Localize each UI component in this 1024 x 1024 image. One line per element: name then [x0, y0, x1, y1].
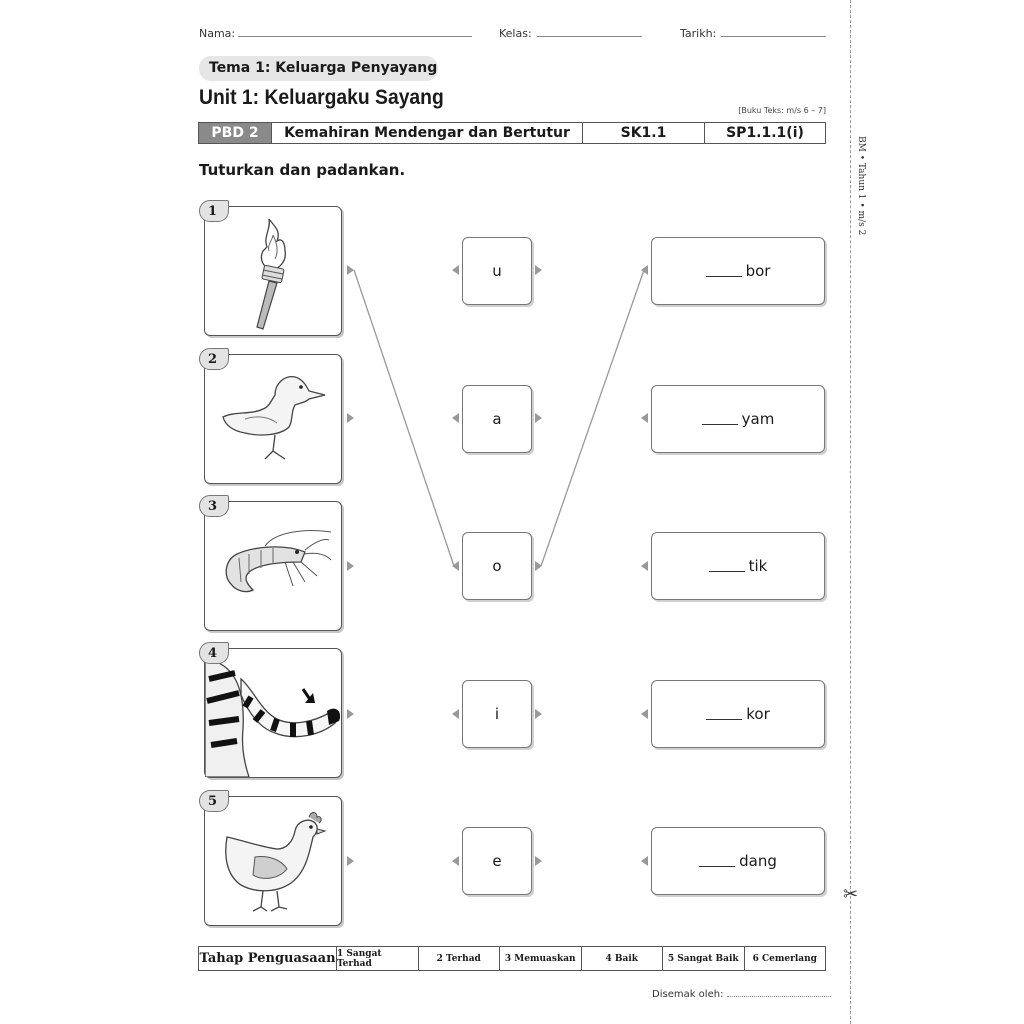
line-1-to-o	[354, 270, 454, 566]
connector-vowel-right-5[interactable]	[535, 856, 542, 866]
tarikh-label: Tarikh:	[680, 27, 717, 40]
word-suffix: bor	[745, 262, 771, 280]
number-tag-4: 4	[199, 642, 229, 664]
pbd-badge: PBD 2	[199, 123, 271, 143]
word-suffix: dang	[739, 852, 777, 870]
number-tag-1: 1	[199, 200, 229, 222]
tahap-penguasaan-table	[198, 946, 826, 971]
picture-box-1	[204, 206, 342, 336]
pbd-sp: SP1.1.1(i)	[704, 123, 825, 143]
vowel-box-i[interactable]: i	[462, 680, 532, 748]
answer-blank[interactable]	[706, 266, 742, 277]
answer-blank[interactable]	[706, 709, 742, 720]
answer-blank[interactable]	[699, 856, 735, 867]
connector-pic-2[interactable]	[347, 413, 354, 423]
pbd-sk: SK1.1	[582, 123, 704, 143]
number-tag-2: 2	[199, 348, 229, 370]
tahap-level-5[interactable]: 5 Sangat Baik	[662, 947, 744, 970]
side-page-ref: BM • Tahun 1 • m/s 2	[856, 136, 866, 236]
tahap-level-1[interactable]: 1 Sangat Terhad	[336, 947, 418, 970]
connector-pic-1[interactable]	[347, 265, 354, 275]
buku-teks-ref: [Buku Teks: m/s 6 – 7]	[738, 106, 826, 115]
answer-blank[interactable]	[702, 414, 738, 425]
connector-vowel-right-1[interactable]	[535, 265, 542, 275]
tema-pill: Tema 1: Keluarga Penyayang	[199, 56, 438, 81]
connector-vowel-right-3[interactable]	[535, 561, 542, 571]
connector-vowel-left-1[interactable]	[452, 265, 459, 275]
tahap-level-2[interactable]: 2 Terhad	[418, 947, 500, 970]
word-box-kor[interactable]	[651, 680, 825, 748]
nama-label: Nama:	[199, 27, 236, 40]
tahap-label: Tahap Penguasaan	[199, 951, 336, 966]
connector-vowel-left-5[interactable]	[452, 856, 459, 866]
tiger-tail-icon	[205, 649, 341, 777]
connector-pic-3[interactable]	[347, 561, 354, 571]
cut-line	[850, 0, 851, 1024]
disemak-line[interactable]	[727, 996, 831, 997]
torch-icon	[205, 207, 341, 335]
tahap-level-4[interactable]: 4 Baik	[581, 947, 663, 970]
connector-vowel-left-4[interactable]	[452, 709, 459, 719]
word-box-tik[interactable]	[651, 532, 825, 600]
prawn-icon	[205, 502, 341, 630]
connector-vowel-left-2[interactable]	[452, 413, 459, 423]
tahap-level-3[interactable]: 3 Memuaskan	[499, 947, 581, 970]
connector-word-5[interactable]	[641, 856, 648, 866]
connector-word-4[interactable]	[641, 709, 648, 719]
word-suffix: kor	[746, 705, 770, 723]
word-suffix: yam	[741, 410, 775, 428]
word-box-dang[interactable]	[651, 827, 825, 895]
connector-vowel-right-2[interactable]	[535, 413, 542, 423]
word-suffix: tik	[748, 557, 768, 575]
hen-icon	[205, 797, 341, 925]
picture-box-2	[204, 354, 342, 484]
line-o-to-bor	[541, 270, 644, 566]
pbd-skill: Kemahiran Mendengar dan Bertutur	[271, 123, 582, 143]
disemak-label: Disemak oleh:	[652, 989, 831, 1000]
number-tag-5: 5	[199, 790, 229, 812]
vowel-box-u[interactable]: u	[462, 237, 532, 305]
connector-pic-5[interactable]	[347, 856, 354, 866]
instruction: Tuturkan dan padankan.	[199, 161, 406, 179]
picture-box-5	[204, 796, 342, 926]
word-box-bor[interactable]	[651, 237, 825, 305]
picture-box-4	[204, 648, 342, 778]
word-box-yam[interactable]	[651, 385, 825, 453]
vowel-box-e[interactable]: e	[462, 827, 532, 895]
duck-icon	[205, 355, 341, 483]
connector-vowel-left-3[interactable]	[452, 561, 459, 571]
connector-vowel-right-4[interactable]	[535, 709, 542, 719]
connector-word-3[interactable]	[641, 561, 648, 571]
tahap-level-6[interactable]: 6 Cemerlang	[744, 947, 826, 970]
kelas-label: Kelas:	[499, 27, 532, 40]
connector-word-1[interactable]	[641, 265, 648, 275]
vowel-box-a[interactable]: a	[462, 385, 532, 453]
unit-title: Unit 1: Keluargaku Sayang	[199, 86, 444, 109]
scissors-icon: ✂	[843, 884, 859, 905]
connector-pic-4[interactable]	[347, 709, 354, 719]
answer-blank[interactable]	[709, 561, 745, 572]
connector-word-2[interactable]	[641, 413, 648, 423]
picture-box-3	[204, 501, 342, 631]
vowel-box-o[interactable]: o	[462, 532, 532, 600]
number-tag-3: 3	[199, 495, 229, 517]
